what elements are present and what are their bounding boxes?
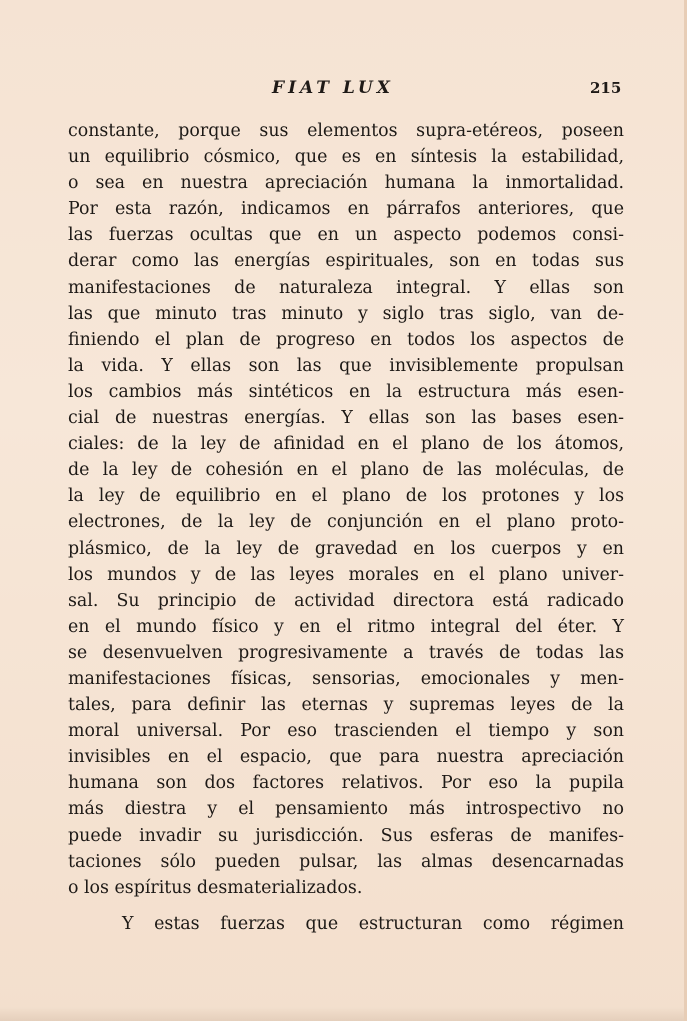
text-line: la ley de equilibrio en el plano de los protones y los	[68, 486, 624, 507]
text-line: derar como las energías espirituales, son en todas sus	[68, 251, 624, 272]
text-line: en el mundo físico y en el ritmo integral del éter. Y	[68, 616, 624, 637]
text-line: electrones, de la ley de conjunción en el plano proto-	[68, 512, 624, 533]
page-number: 215	[590, 79, 622, 97]
text-line: o los espíritus desmaterializados.	[68, 877, 363, 898]
text-line: o sea en nuestra apreciación humana la inmortalidad.	[68, 173, 624, 194]
body-text	[68, 118, 624, 937]
paragraph-gap	[68, 901, 624, 911]
paragraph-2	[68, 911, 624, 937]
text-line: constante, porque sus elementos supra-etéreos, poseen	[68, 121, 624, 141]
text-line: ciales: de la ley de afinidad en el plano de los átomos,	[68, 434, 624, 455]
text-line: de la ley de cohesión en el plano de las moléculas, de	[68, 460, 624, 481]
text-line: manifestaciones físicas, sensorias, emocionales y men-	[68, 668, 624, 689]
text-line: la vida. Y ellas son las que invisiblemente propulsan	[68, 355, 624, 376]
running-header	[0, 76, 687, 102]
text-line: plásmico, de la ley de gravedad en los cuerpos y en	[68, 538, 624, 559]
text-line: finiendo el plan de progreso en todos los aspectos de	[68, 329, 624, 350]
text-line: taciones sólo pueden pulsar, las almas desencarnadas	[68, 851, 624, 872]
text-line: tales, para definir las eternas y supremas leyes de la	[68, 695, 624, 716]
text-line: moral universal. Por eso trascienden el tiempo y son	[68, 721, 624, 742]
text-line: invisibles en el espacio, que para nuestra apreciación	[68, 747, 624, 768]
paragraph-1	[68, 118, 624, 901]
text-line: los cambios más sintéticos en la estructura más esen-	[68, 381, 624, 402]
text-line: un equilibrio cósmico, que es en síntesis la estabilidad,	[68, 147, 624, 168]
text-line: sal. Su principio de actividad directora está radicado	[68, 590, 624, 611]
text-line: puede invadir su jurisdicción. Sus esferas de manifes-	[68, 825, 624, 846]
text-line: Y estas fuerzas que estructuran como régimen	[122, 913, 624, 934]
text-line: humana son dos factores relativos. Por eso la pupila	[68, 773, 624, 794]
text-line: las que minuto tras minuto y siglo tras siglo, van de-	[68, 303, 624, 324]
text-line: se desenvuelven progresivamente a través de todas las	[68, 642, 624, 663]
text-line: más diestra y el pensamiento más introspectivo no	[68, 799, 624, 820]
text-line: manifestaciones de naturaleza integral. Y ellas son	[68, 277, 624, 298]
text-line: las fuerzas ocultas que en un aspecto podemos consi-	[68, 225, 624, 246]
text-line: los mundos y de las leyes morales en el plano univer-	[68, 564, 624, 585]
running-title: FIAT LUX	[272, 78, 394, 98]
text-line: cial de nuestras energías. Y ellas son las bases esen-	[68, 408, 624, 429]
text-line: Por esta razón, indicamos en párrafos anteriores, que	[68, 199, 624, 220]
